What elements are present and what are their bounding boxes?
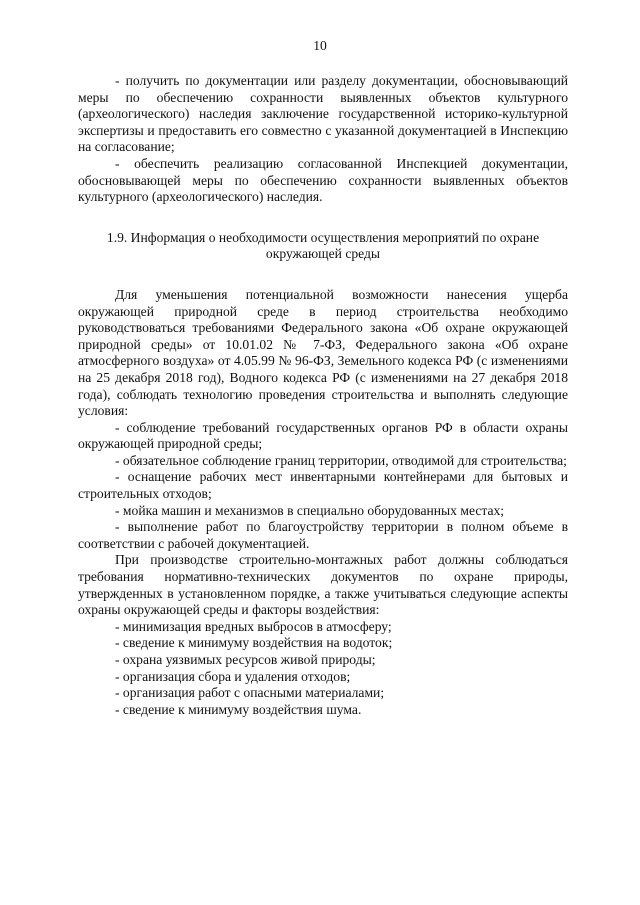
- condition-list-item: - оснащение рабочих мест инвентарными контейнерами для бытовых и строительных отходов;: [78, 469, 568, 502]
- body-paragraph: Для уменьшения потенциальной возможности нанесения ущерба окружающей природной среде в период строительства необходимо руководствоваться требованиями Федерального закона «Об охране окружающей природной среды» от 10.01.02 № 7-ФЗ, Федерального закона «Об охране атмосферного воздуха» от 4.05.99 № 96-ФЗ, Земельного кодекса РФ (с изменениями на 25 декабря 2018 год), Водного кодекса РФ (с изменениями на 27 декабря 2018 года), соблюдать технологию проведения строительства и выполнять следующие условия:: [78, 286, 568, 419]
- condition-list-item: - мойка машин и механизмов в специально оборудованных местах;: [115, 502, 505, 518]
- aspect-list-item: - охрана уязвимых ресурсов живой природы;: [115, 652, 376, 667]
- condition-list-item: - выполнение работ по благоустройству территории в полном объеме в соответствии с рабочей документацией.: [78, 519, 568, 551]
- aspect-list-item: - организация работ с опасными материалами;: [115, 685, 385, 701]
- aspect-list-item: - минимизация вредных выбросов в атмосферу;: [115, 618, 392, 634]
- page-number: 10: [313, 38, 327, 53]
- aspect-list-item: - сведение к минимуму воздействия шума.: [115, 701, 362, 717]
- condition-list-item: - соблюдение требований государственных органов РФ в области охраны окружающей природной среды;: [78, 419, 568, 452]
- document-body: [78, 73, 568, 718]
- body-paragraph: При производстве строительно-монтажных работ должны соблюдаться требования нормативно-технических документов по охране природы, утвержденных в установленном порядке, а также учитываться следующие аспекты охраны окружающей среды и факторы воздействия:: [78, 552, 568, 618]
- aspect-list-item: - сведение к минимуму воздействия на водоток;: [115, 635, 393, 651]
- intro-list-item: - получить по документации или разделу документации, обосновывающий меры по обеспечению сохранности выявленных объектов культурного (археологического) наследия заключение государственной историко-культурной экспертизы и предоставить его совместно с указанной документацией в Инспекцию на согласование;: [78, 73, 568, 155]
- aspect-list-item: - организация сбора и удаления отходов;: [115, 668, 351, 684]
- section-heading: 1.9. Информация о необходимости осуществления мероприятий по охране окружающей среды: [106, 229, 540, 262]
- condition-list-item: - обязательное соблюдение границ территории, отводимой для строительства;: [115, 452, 567, 468]
- intro-list-item: - обеспечить реализацию согласованной Инспекцией документации, обосновывающей меры по обеспечению сохранности выявленных объектов культурного (археологического) наследия.: [78, 155, 568, 205]
